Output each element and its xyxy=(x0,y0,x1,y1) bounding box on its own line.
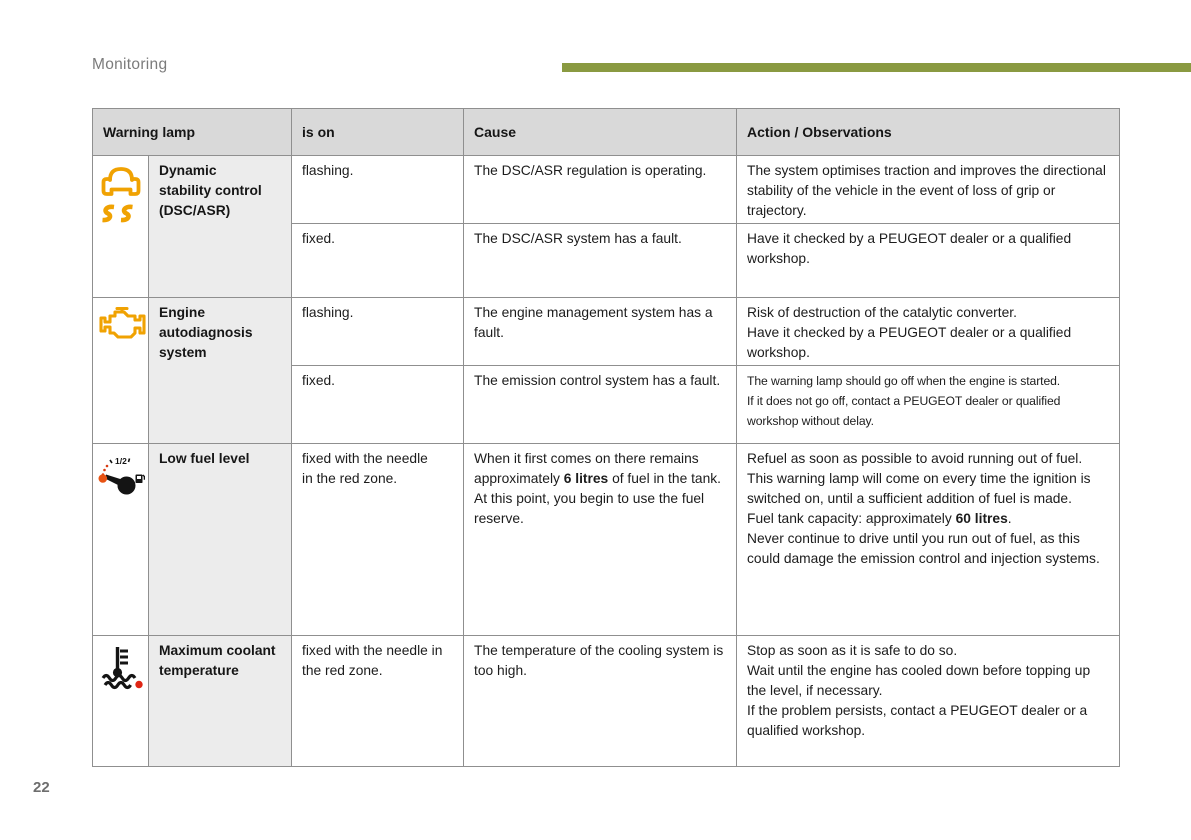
page-number: 22 xyxy=(33,779,50,796)
lamp-name: Engine autodiagnosis system xyxy=(149,298,292,444)
lamp-name: Dynamic stability control (DSC/ASR) xyxy=(149,156,292,298)
fuel-gauge-half-mark: 1/2 xyxy=(114,456,127,466)
cause-cell: The temperature of the cooling system is too high. xyxy=(464,636,737,767)
cause-cell: The emission control system has a fault. xyxy=(464,366,737,444)
table-row xyxy=(93,298,1120,366)
is-on-cell: fixed. xyxy=(292,366,464,444)
action-cell: The system optimises traction and improves the directional stability of the vehicle in the event of loss of grip or trajectory. xyxy=(737,156,1120,224)
cause-cell: The DSC/ASR system has a fault. xyxy=(464,224,737,298)
header-action-observations: Action / Observations xyxy=(737,109,1120,156)
action-cell: Risk of destruction of the catalytic converter. Have it checked by a PEUGEOT dealer or a qualified workshop. xyxy=(737,298,1120,366)
max-coolant-temperature-icon xyxy=(98,643,144,691)
header-warning-lamp: Warning lamp xyxy=(93,109,292,156)
table-header-row xyxy=(93,109,1120,156)
lamp-icon-cell xyxy=(93,156,149,298)
table-row xyxy=(93,156,1120,224)
action-cell: Have it checked by a PEUGEOT dealer or a qualified workshop. xyxy=(737,224,1120,298)
table-row xyxy=(93,636,1120,767)
low-fuel-level-gauge-icon xyxy=(97,451,145,501)
cause-cell: The DSC/ASR regulation is operating. xyxy=(464,156,737,224)
dsc-warning-lamp-icon xyxy=(99,163,143,225)
action-cell: Stop as soon as it is safe to do so. Wait until the engine has cooled down before topping up the level, if necessary. If the problem persists, contact a PEUGEOT dealer or a qualified workshop. xyxy=(737,636,1120,767)
lamp-icon-cell xyxy=(93,444,149,636)
is-on-cell: flashing. xyxy=(292,298,464,366)
is-on-cell: fixed. xyxy=(292,224,464,298)
header-cause: Cause xyxy=(464,109,737,156)
cause-cell: When it first comes on there remains approximately 6 litres of fuel in the tank. At this point, you begin to use the fuel reserve. xyxy=(464,444,737,636)
lamp-icon-cell xyxy=(93,636,149,767)
lamp-icon-cell xyxy=(93,298,149,444)
is-on-cell: fixed with the needle in the red zone. xyxy=(292,636,464,767)
table-row xyxy=(93,444,1120,636)
action-cell: The warning lamp should go off when the engine is started. If it does not go off, contact a PEUGEOT dealer or qualified workshop without delay. xyxy=(737,366,1120,444)
is-on-cell: fixed with the needle in the red zone. xyxy=(292,444,464,636)
engine-autodiagnosis-icon xyxy=(95,305,147,341)
lamp-name: Maximum coolant temperature xyxy=(149,636,292,767)
section-label: Monitoring xyxy=(92,56,168,73)
header-is-on: is on xyxy=(292,109,464,156)
warning-lamp-table xyxy=(92,108,1120,767)
lamp-name: Low fuel level xyxy=(149,444,292,636)
is-on-cell: flashing. xyxy=(292,156,464,224)
cause-cell: The engine management system has a fault. xyxy=(464,298,737,366)
action-cell: Refuel as soon as possible to avoid running out of fuel. This warning lamp will come on every time the ignition is switched on, until a sufficient addition of fuel is made. Fuel tank capacity: approximately 60 litres. Never continue to drive until you run out of fuel, as this could damage the emission control and injection systems. xyxy=(737,444,1120,636)
accent-bar xyxy=(562,63,1191,72)
